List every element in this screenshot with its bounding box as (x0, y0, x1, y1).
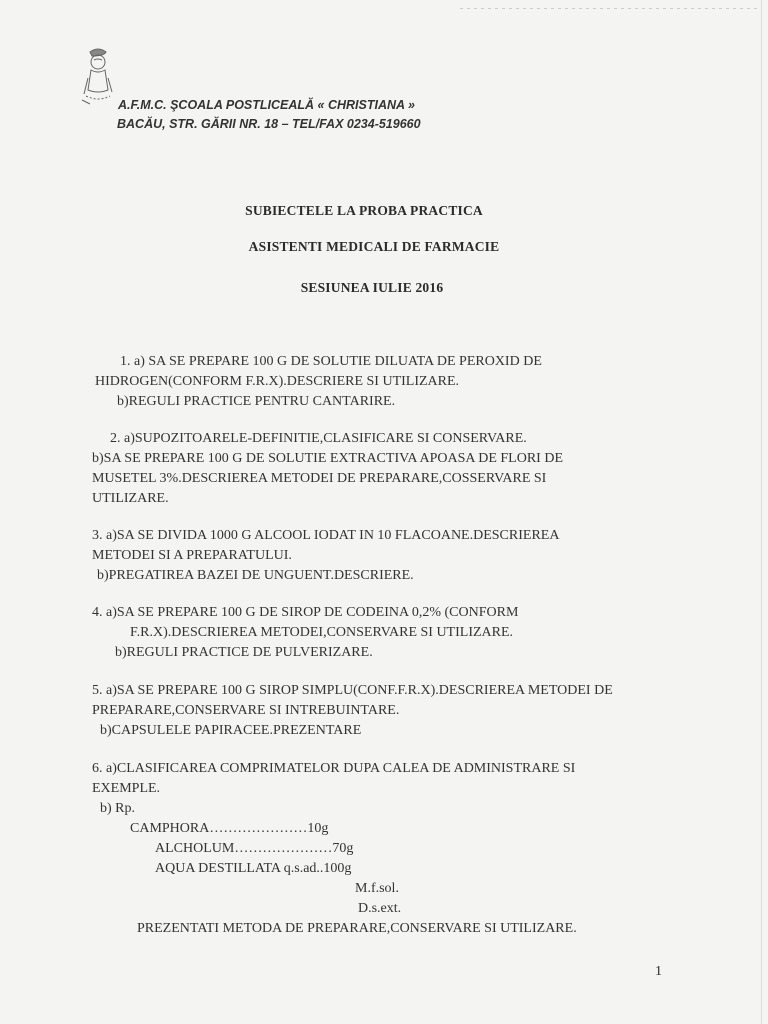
scan-edge-mark (460, 8, 760, 9)
text-line: 5. a)SA SE PREPARE 100 G SIROP SIMPLU(CONF.F.R.X).DESCRIEREA METODEI DE (92, 683, 613, 698)
title-session: SESIUNEA IULIE 2016 (300, 280, 444, 295)
recipe-line: ALCHOLUM…………………70g (155, 841, 354, 856)
recipe-line: D.s.ext. (358, 901, 402, 916)
text-line: METODEI SI A PREPARATULUI. (92, 548, 292, 563)
text-line: MUSETEL 3%.DESCRIEREA METODEI DE PREPARARE,COSSERVARE SI (92, 471, 547, 486)
text-line: b)REGULI PRACTICE DE PULVERIZARE. (115, 645, 373, 660)
recipe-line: CAMPHORA…………………10g (130, 821, 329, 836)
text-line: PREZENTATI METODA DE PREPARARE,CONSERVARE SI UTILIZARE. (137, 921, 577, 936)
text-line: 1. a) SA SE PREPARE 100 G DE SOLUTIE DILUATA DE PEROXID DE (120, 354, 542, 369)
header-address: BACĂU, STR. GĂRII NR. 18 – TEL/FAX 0234-519660 (117, 117, 421, 131)
title-specialty: ASISTENTI MEDICALI DE FARMACIE (248, 239, 500, 254)
text-line: UTILIZARE. (92, 491, 169, 506)
page-number: 1 (655, 964, 662, 979)
text-line: 6. a)CLASIFICAREA COMPRIMATELOR DUPA CALEA DE ADMINISTRARE SI (92, 761, 576, 776)
text-line: PREPARARE,CONSERVARE SI INTREBUINTARE. (92, 703, 400, 718)
scan-right-edge (761, 0, 762, 1024)
header-school-name: A.F.M.C. ŞCOALA POSTLICEALĂ « CHRISTIANA » (118, 98, 416, 112)
text-line: 2. a)SUPOZITOARELE-DEFINITIE,CLASIFICARE SI CONSERVARE. (110, 431, 527, 446)
title-subjects: SUBIECTELE LA PROBA PRACTICA (245, 203, 483, 218)
recipe-line: AQUA DESTILLATA q.s.ad..100g (155, 861, 352, 876)
text-line: b)PREGATIREA BAZEI DE UNGUENT.DESCRIERE. (97, 568, 414, 583)
text-line: b) Rp. (100, 801, 135, 816)
text-line: b)CAPSULELE PAPIRACEE.PREZENTARE (100, 723, 362, 738)
text-line: 3. a)SA SE DIVIDA 1000 G ALCOOL IODAT IN 10 FLACOANE.DESCRIEREA (92, 528, 560, 543)
text-line: b)REGULI PRACTICE PENTRU CANTARIRE. (117, 394, 396, 409)
text-line: 4. a)SA SE PREPARE 100 G DE SIROP DE CODEINA 0,2% (CONFORM (92, 605, 519, 620)
text-line: EXEMPLE. (92, 781, 161, 796)
text-line: b)SA SE PREPARE 100 G DE SOLUTIE EXTRACTIVA APOASA DE FLORI DE (92, 451, 563, 466)
text-line: HIDROGEN(CONFORM F.R.X).DESCRIERE SI UTILIZARE. (95, 374, 460, 389)
nurse-logo-icon (78, 44, 118, 108)
school-header (118, 96, 421, 134)
recipe-line: M.f.sol. (355, 881, 399, 896)
text-line: F.R.X).DESCRIEREA METODEI,CONSERVARE SI UTILIZARE. (130, 625, 514, 640)
